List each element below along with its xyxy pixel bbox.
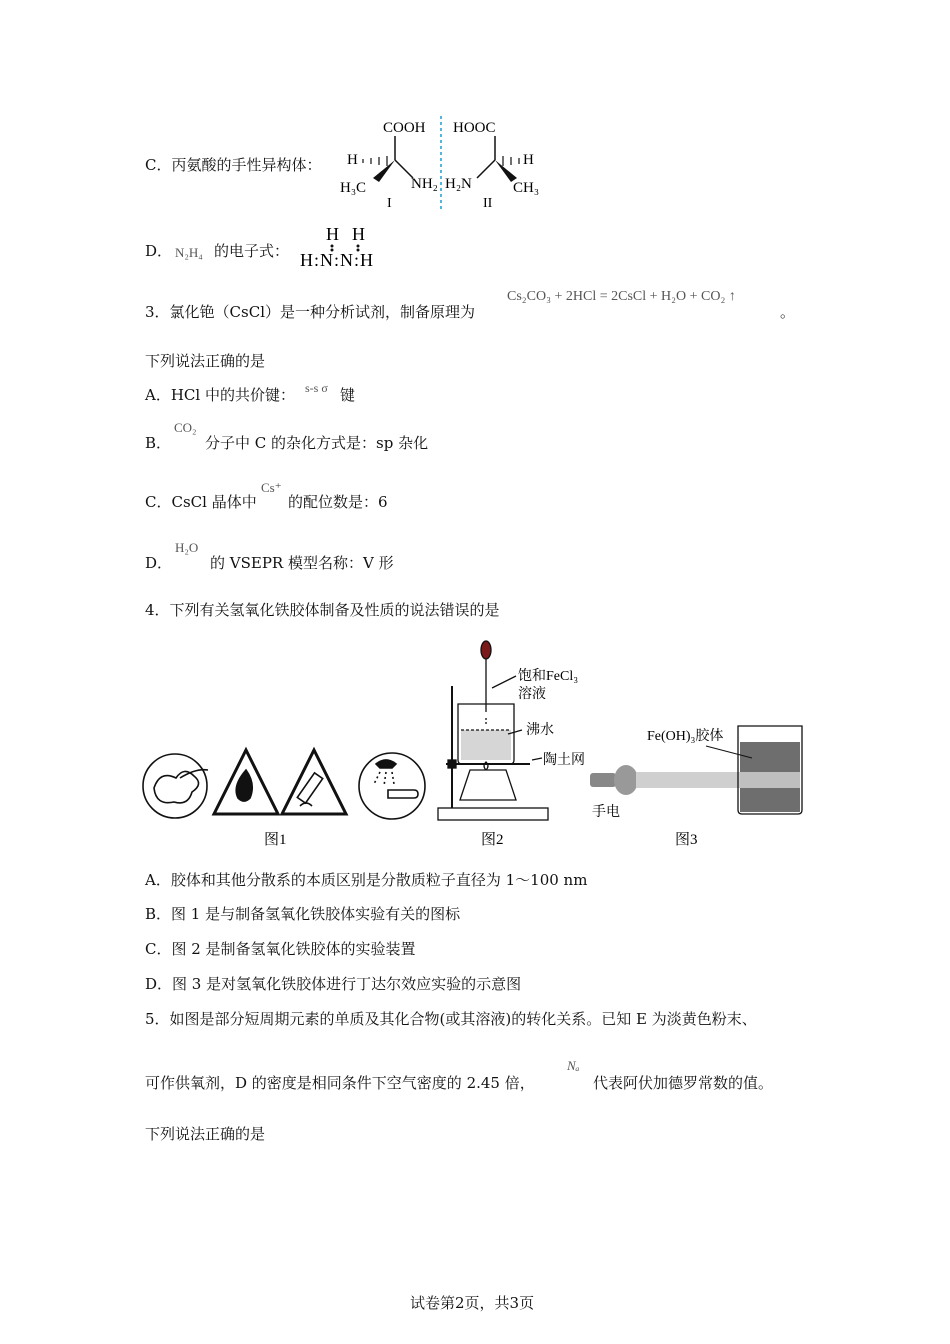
- q4-option-d: D．图 3 是对氢氧化铁胶体进行丁达尔效应实验的示意图: [145, 975, 522, 993]
- q4-option-b: B．图 1 是与制备氢氧化铁胶体实验有关的图标: [145, 905, 461, 923]
- nh2-label: NH₂: [411, 176, 438, 192]
- cs-ion-symbol: Cs⁺: [261, 480, 282, 495]
- cooh-label: COOH: [383, 120, 426, 136]
- q3-option-c-text: 的配位数是：6: [288, 493, 388, 511]
- h2n-label: H₂N: [445, 176, 472, 192]
- label-colloid: Fe(OH)₃胶体: [647, 729, 724, 744]
- page-footer: 试卷第2页，共3页: [410, 1294, 535, 1312]
- fig3-caption: 图3: [675, 832, 698, 848]
- q4-option-a: A．胶体和其他分散系的本质区别是分散质粒子直径为 1～100 nm: [145, 871, 588, 889]
- q3-option-c: C．CsCl 晶体中: [145, 493, 257, 511]
- flashlight-icon: [590, 773, 616, 787]
- ss-sigma-symbol: s-s σ: [305, 381, 328, 395]
- n2h4-formula: N₂H₄: [175, 245, 203, 260]
- label-flashlight: 手电: [592, 805, 620, 820]
- isomer-2-label: II: [483, 196, 493, 211]
- h-right: H: [523, 152, 534, 168]
- q5-prompt: 下列说法正确的是: [145, 1125, 266, 1143]
- q2-option-d-label: D．: [145, 242, 173, 260]
- label-fecl3-line1: 饱和FeCl₃: [518, 669, 579, 684]
- q4-figures: [140, 638, 820, 853]
- hooc-label: HOOC: [453, 120, 496, 136]
- ch3-left: H₃C: [340, 180, 367, 196]
- figure-1: [143, 750, 425, 819]
- q3-option-a: A．HCl 中的共价键：: [145, 386, 295, 404]
- q3-prompt: 下列说法正确的是: [145, 352, 266, 370]
- q3-option-d-text: 的 VSEPR 模型名称：V 形: [210, 554, 394, 572]
- q5-line2b: 代表阿伏加德罗常数的值。: [593, 1074, 774, 1092]
- lewis-top-h2: H: [352, 224, 365, 244]
- chiral-isomer-figure: [335, 112, 550, 212]
- fig2-caption: 图2: [481, 832, 504, 848]
- heating-warning-icon: [282, 750, 346, 814]
- q3-end: 。: [780, 303, 796, 321]
- q3-stem: 3．氯化铯（CsCl）是一种分析试剂，制备原理为: [145, 303, 475, 321]
- ch3-right: CH₃: [513, 180, 540, 196]
- q3-equation: Cs₂CO₃ + 2HCl = 2CsCl + H₂O + CO₂ ↑: [507, 289, 736, 304]
- avogadro-symbol: Nₐ: [567, 1058, 580, 1073]
- q4-stem: 4．下列有关氢氧化铁胶体制备及性质的说法错误的是: [145, 601, 500, 619]
- q3-option-d-label: D．: [145, 554, 173, 572]
- q3-option-b-label: B．: [145, 434, 172, 452]
- q3-option-b-text: 分子中 C 的杂化方式是：sp 杂化: [205, 434, 429, 452]
- label-boiling-water: 沸水: [526, 723, 554, 738]
- q5-line1: 5．如图是部分短周期元素的单质及其化合物(或其溶液)的转化关系。已知 E 为淡黄色粉末、: [145, 1010, 757, 1028]
- h2o-symbol: H₂O: [175, 540, 199, 555]
- isomer-1-label: I: [387, 196, 392, 211]
- q3-option-a-end: 键: [340, 386, 356, 404]
- lewis-row: H:N:N:H: [300, 250, 374, 270]
- q2-option-c: C．丙氨酸的手性异构体：: [145, 156, 322, 174]
- q2-option-d-text: 的电子式：: [214, 242, 290, 260]
- h-left: H: [347, 152, 358, 168]
- n2h4-lewis-structure: [296, 222, 406, 272]
- fig1-caption: 图1: [264, 832, 287, 848]
- lewis-top-h1: H: [326, 224, 339, 244]
- q5-line2a: 可作供氧剂，D 的密度是相同条件下空气密度的 2.45 倍，: [145, 1074, 535, 1092]
- co2-symbol: CO₂: [174, 420, 197, 435]
- q4-option-c: C．图 2 是制备氢氧化铁胶体的实验装置: [145, 940, 416, 958]
- label-clay-net: 陶土网: [543, 753, 585, 768]
- label-fecl3-line2: 溶液: [518, 687, 546, 702]
